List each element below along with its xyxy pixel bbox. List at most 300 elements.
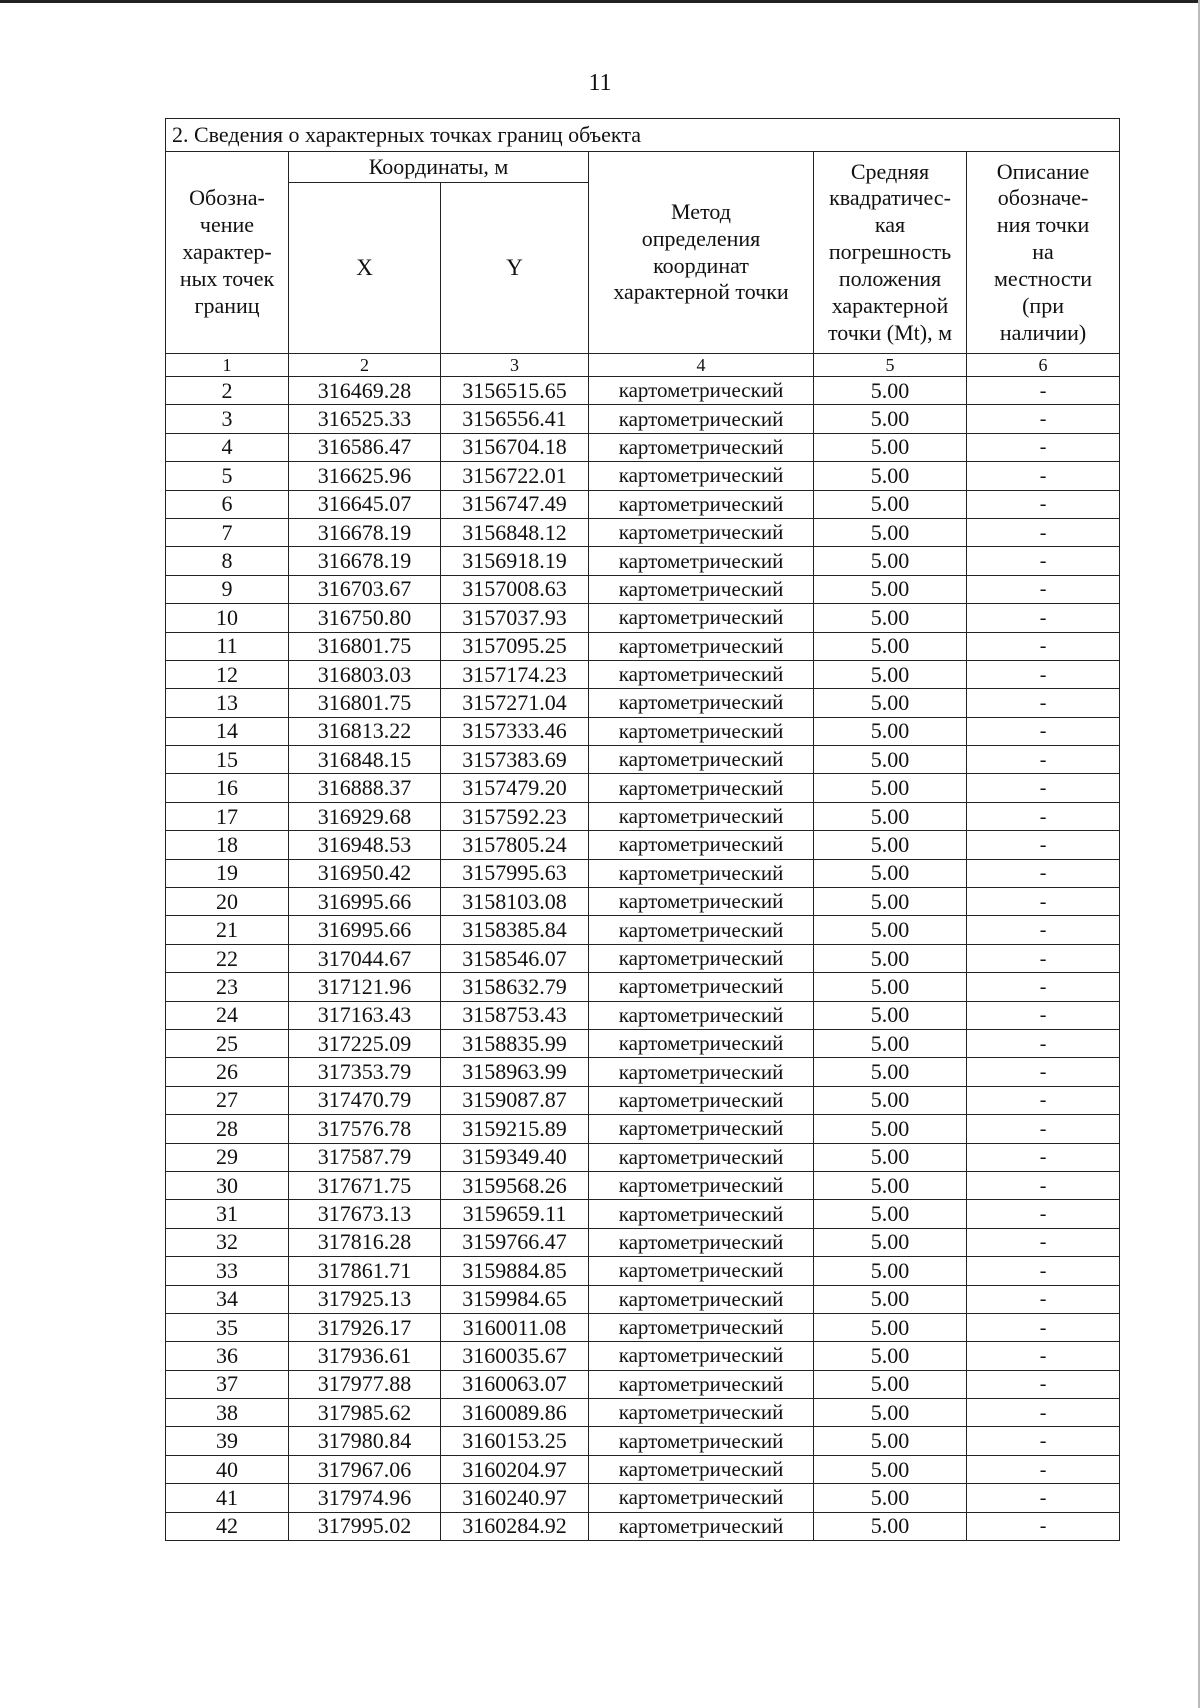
- accuracy-cell: 5.00: [814, 433, 967, 461]
- x-coordinate-cell: 316645.07: [289, 490, 441, 518]
- y-coordinate-cell: 3158103.08: [441, 888, 589, 916]
- column-number: 1: [166, 354, 289, 377]
- method-cell: картометрический: [589, 462, 814, 490]
- x-coordinate-cell: 317861.71: [289, 1257, 441, 1285]
- x-coordinate-cell: 317985.62: [289, 1399, 441, 1427]
- accuracy-cell: 5.00: [814, 575, 967, 603]
- description-cell: -: [967, 518, 1120, 546]
- accuracy-cell: 5.00: [814, 1143, 967, 1171]
- method-cell: картометрический: [589, 973, 814, 1001]
- method-cell: картометрический: [589, 774, 814, 802]
- x-coordinate-cell: 316678.19: [289, 547, 441, 575]
- method-cell: картометрический: [589, 1115, 814, 1143]
- description-cell: -: [967, 1484, 1120, 1512]
- method-cell: картометрический: [589, 660, 814, 688]
- y-coordinate-cell: 3160011.08: [441, 1313, 589, 1341]
- description-cell: -: [967, 1313, 1120, 1341]
- table-row: [166, 831, 1120, 859]
- description-cell: -: [967, 660, 1120, 688]
- point-cell: 35: [166, 1313, 289, 1341]
- table-row: [166, 802, 1120, 830]
- x-coordinate-cell: 316586.47: [289, 433, 441, 461]
- table-row: [166, 1257, 1120, 1285]
- accuracy-cell: 5.00: [814, 604, 967, 632]
- accuracy-cell: 5.00: [814, 1484, 967, 1512]
- y-coordinate-cell: 3160204.97: [441, 1455, 589, 1483]
- section-title: 2. Сведения о характерных точках границ объекта: [166, 119, 1120, 152]
- table-row: [166, 1029, 1120, 1057]
- description-cell: -: [967, 1399, 1120, 1427]
- table-row: [166, 604, 1120, 632]
- x-coordinate-cell: 317925.13: [289, 1285, 441, 1313]
- description-cell: -: [967, 831, 1120, 859]
- table-row: [166, 1342, 1120, 1370]
- table-row: [166, 1200, 1120, 1228]
- point-cell: 22: [166, 944, 289, 972]
- accuracy-cell: 5.00: [814, 490, 967, 518]
- description-cell: -: [967, 689, 1120, 717]
- x-coordinate-cell: 317671.75: [289, 1171, 441, 1199]
- column-number: 3: [441, 354, 589, 377]
- accuracy-cell: 5.00: [814, 1342, 967, 1370]
- x-coordinate-cell: 316995.66: [289, 888, 441, 916]
- description-cell: -: [967, 1171, 1120, 1199]
- accuracy-cell: 5.00: [814, 1001, 967, 1029]
- x-coordinate-cell: 316848.15: [289, 746, 441, 774]
- accuracy-cell: 5.00: [814, 831, 967, 859]
- table-row: [166, 575, 1120, 603]
- table-row: [166, 660, 1120, 688]
- point-cell: 41: [166, 1484, 289, 1512]
- method-cell: картометрический: [589, 859, 814, 887]
- accuracy-cell: 5.00: [814, 859, 967, 887]
- description-cell: -: [967, 1115, 1120, 1143]
- method-cell: картометрический: [589, 575, 814, 603]
- point-cell: 21: [166, 916, 289, 944]
- x-coordinate-cell: 316888.37: [289, 774, 441, 802]
- header-designation: Обозна- чение характер- ных точек границ: [166, 152, 289, 354]
- x-coordinate-cell: 317980.84: [289, 1427, 441, 1455]
- point-cell: 36: [166, 1342, 289, 1370]
- point-cell: 5: [166, 462, 289, 490]
- x-coordinate-cell: 317936.61: [289, 1342, 441, 1370]
- y-coordinate-cell: 3160089.86: [441, 1399, 589, 1427]
- x-coordinate-cell: 316801.75: [289, 632, 441, 660]
- description-cell: -: [967, 1512, 1120, 1540]
- accuracy-cell: 5.00: [814, 1313, 967, 1341]
- point-cell: 34: [166, 1285, 289, 1313]
- table-row: [166, 377, 1120, 405]
- method-cell: картометрический: [589, 916, 814, 944]
- column-number: 4: [589, 354, 814, 377]
- point-cell: 28: [166, 1115, 289, 1143]
- y-coordinate-cell: 3157037.93: [441, 604, 589, 632]
- x-coordinate-cell: 317587.79: [289, 1143, 441, 1171]
- y-coordinate-cell: 3157805.24: [441, 831, 589, 859]
- y-coordinate-cell: 3158835.99: [441, 1029, 589, 1057]
- method-cell: картометрический: [589, 490, 814, 518]
- y-coordinate-cell: 3159349.40: [441, 1143, 589, 1171]
- table-row: [166, 1228, 1120, 1256]
- accuracy-cell: 5.00: [814, 717, 967, 745]
- method-cell: картометрический: [589, 746, 814, 774]
- method-cell: картометрический: [589, 632, 814, 660]
- description-cell: -: [967, 973, 1120, 1001]
- point-cell: 7: [166, 518, 289, 546]
- method-cell: картометрический: [589, 888, 814, 916]
- accuracy-cell: 5.00: [814, 774, 967, 802]
- x-coordinate-cell: 316995.66: [289, 916, 441, 944]
- method-cell: картометрический: [589, 1399, 814, 1427]
- table-row: [166, 1455, 1120, 1483]
- column-number-row: [166, 354, 1120, 377]
- method-cell: картометрический: [589, 1512, 814, 1540]
- point-cell: 9: [166, 575, 289, 603]
- method-cell: картометрический: [589, 717, 814, 745]
- accuracy-cell: 5.00: [814, 1115, 967, 1143]
- accuracy-cell: 5.00: [814, 689, 967, 717]
- x-coordinate-cell: 316678.19: [289, 518, 441, 546]
- table-row: [166, 1143, 1120, 1171]
- boundary-points-table: [165, 118, 1120, 1541]
- method-cell: картометрический: [589, 1200, 814, 1228]
- y-coordinate-cell: 3157095.25: [441, 632, 589, 660]
- table-row: [166, 1285, 1120, 1313]
- description-cell: -: [967, 632, 1120, 660]
- method-cell: картометрический: [589, 1484, 814, 1512]
- accuracy-cell: 5.00: [814, 1427, 967, 1455]
- description-cell: -: [967, 746, 1120, 774]
- point-cell: 25: [166, 1029, 289, 1057]
- description-cell: -: [967, 1228, 1120, 1256]
- x-coordinate-cell: 317576.78: [289, 1115, 441, 1143]
- y-coordinate-cell: 3156918.19: [441, 547, 589, 575]
- y-coordinate-cell: 3158753.43: [441, 1001, 589, 1029]
- accuracy-cell: 5.00: [814, 1257, 967, 1285]
- y-coordinate-cell: 3158963.99: [441, 1058, 589, 1086]
- method-cell: картометрический: [589, 1228, 814, 1256]
- y-coordinate-cell: 3157008.63: [441, 575, 589, 603]
- method-cell: картометрический: [589, 1143, 814, 1171]
- y-coordinate-cell: 3157592.23: [441, 802, 589, 830]
- description-cell: -: [967, 604, 1120, 632]
- method-cell: картометрический: [589, 405, 814, 433]
- point-cell: 26: [166, 1058, 289, 1086]
- table-row: [166, 632, 1120, 660]
- description-cell: -: [967, 1058, 1120, 1086]
- point-cell: 6: [166, 490, 289, 518]
- table-row: [166, 1058, 1120, 1086]
- point-cell: 39: [166, 1427, 289, 1455]
- x-coordinate-cell: 316801.75: [289, 689, 441, 717]
- x-coordinate-cell: 316469.28: [289, 377, 441, 405]
- accuracy-cell: 5.00: [814, 916, 967, 944]
- table-row: [166, 1399, 1120, 1427]
- y-coordinate-cell: 3156747.49: [441, 490, 589, 518]
- y-coordinate-cell: 3160240.97: [441, 1484, 589, 1512]
- method-cell: картометрический: [589, 1455, 814, 1483]
- description-cell: -: [967, 802, 1120, 830]
- y-coordinate-cell: 3157383.69: [441, 746, 589, 774]
- header-row-top: [166, 152, 1120, 183]
- x-coordinate-cell: 316525.33: [289, 405, 441, 433]
- point-cell: 24: [166, 1001, 289, 1029]
- method-cell: картометрический: [589, 1313, 814, 1341]
- method-cell: картометрический: [589, 1171, 814, 1199]
- x-coordinate-cell: 316750.80: [289, 604, 441, 632]
- table-row: [166, 1370, 1120, 1398]
- description-cell: -: [967, 888, 1120, 916]
- point-cell: 17: [166, 802, 289, 830]
- description-cell: -: [967, 1342, 1120, 1370]
- description-cell: -: [967, 916, 1120, 944]
- x-coordinate-cell: 317816.28: [289, 1228, 441, 1256]
- point-cell: 27: [166, 1086, 289, 1114]
- point-cell: 40: [166, 1455, 289, 1483]
- x-coordinate-cell: 317353.79: [289, 1058, 441, 1086]
- description-cell: -: [967, 1200, 1120, 1228]
- point-cell: 11: [166, 632, 289, 660]
- point-cell: 32: [166, 1228, 289, 1256]
- accuracy-cell: 5.00: [814, 1512, 967, 1540]
- description-cell: -: [967, 774, 1120, 802]
- point-cell: 12: [166, 660, 289, 688]
- table-row: [166, 433, 1120, 461]
- x-coordinate-cell: 317163.43: [289, 1001, 441, 1029]
- point-cell: 19: [166, 859, 289, 887]
- description-cell: -: [967, 1455, 1120, 1483]
- header-method: Метод определения координат характерной точки: [589, 152, 814, 354]
- description-cell: -: [967, 1370, 1120, 1398]
- y-coordinate-cell: 3156556.41: [441, 405, 589, 433]
- method-cell: картометрический: [589, 1058, 814, 1086]
- accuracy-cell: 5.00: [814, 462, 967, 490]
- table-row: [166, 547, 1120, 575]
- x-coordinate-cell: 317995.02: [289, 1512, 441, 1540]
- point-cell: 38: [166, 1399, 289, 1427]
- y-coordinate-cell: 3158385.84: [441, 916, 589, 944]
- description-cell: -: [967, 433, 1120, 461]
- table-row: [166, 1086, 1120, 1114]
- x-coordinate-cell: 316625.96: [289, 462, 441, 490]
- x-coordinate-cell: 316950.42: [289, 859, 441, 887]
- table-body: [166, 377, 1120, 1541]
- point-cell: 8: [166, 547, 289, 575]
- y-coordinate-cell: 3159568.26: [441, 1171, 589, 1199]
- header-coordinates: Координаты, м: [289, 152, 589, 183]
- x-coordinate-cell: 316813.22: [289, 717, 441, 745]
- header-x: X: [289, 183, 441, 354]
- x-coordinate-cell: 317673.13: [289, 1200, 441, 1228]
- x-coordinate-cell: 317974.96: [289, 1484, 441, 1512]
- description-cell: -: [967, 490, 1120, 518]
- header-accuracy: [814, 152, 967, 354]
- table-row: [166, 859, 1120, 887]
- point-cell: 30: [166, 1171, 289, 1199]
- method-cell: картометрический: [589, 1342, 814, 1370]
- accuracy-cell: 5.00: [814, 746, 967, 774]
- table-row: [166, 888, 1120, 916]
- method-cell: картометрический: [589, 1370, 814, 1398]
- accuracy-cell: 5.00: [814, 973, 967, 1001]
- accuracy-cell: 5.00: [814, 802, 967, 830]
- y-coordinate-cell: 3159984.65: [441, 1285, 589, 1313]
- header-y: Y: [441, 183, 589, 354]
- y-coordinate-cell: 3158632.79: [441, 973, 589, 1001]
- table-row: [166, 973, 1120, 1001]
- point-cell: 14: [166, 717, 289, 745]
- scan-top-edge: [0, 0, 1200, 3]
- point-cell: 31: [166, 1200, 289, 1228]
- x-coordinate-cell: 317121.96: [289, 973, 441, 1001]
- method-cell: картометрический: [589, 518, 814, 546]
- accuracy-cell: 5.00: [814, 1285, 967, 1313]
- method-cell: картометрический: [589, 1086, 814, 1114]
- point-cell: 16: [166, 774, 289, 802]
- header-accuracy-text: Средняя квадратичес- кая погрешность положения характерной точки (Mt), м: [827, 158, 953, 345]
- accuracy-cell: 5.00: [814, 1086, 967, 1114]
- description-cell: -: [967, 1285, 1120, 1313]
- x-coordinate-cell: 316929.68: [289, 802, 441, 830]
- description-cell: -: [967, 717, 1120, 745]
- table-row: [166, 490, 1120, 518]
- x-coordinate-cell: 316948.53: [289, 831, 441, 859]
- description-cell: -: [967, 859, 1120, 887]
- table-row: [166, 746, 1120, 774]
- x-coordinate-cell: 317967.06: [289, 1455, 441, 1483]
- column-number: 2: [289, 354, 441, 377]
- method-cell: картометрический: [589, 547, 814, 575]
- method-cell: картометрический: [589, 1029, 814, 1057]
- x-coordinate-cell: 317470.79: [289, 1086, 441, 1114]
- y-coordinate-cell: 3157333.46: [441, 717, 589, 745]
- method-cell: картометрический: [589, 604, 814, 632]
- accuracy-cell: 5.00: [814, 1058, 967, 1086]
- accuracy-cell: 5.00: [814, 547, 967, 575]
- point-cell: 42: [166, 1512, 289, 1540]
- method-cell: картометрический: [589, 1285, 814, 1313]
- table-row: [166, 774, 1120, 802]
- section-title-row: [166, 119, 1120, 152]
- point-cell: 3: [166, 405, 289, 433]
- accuracy-cell: 5.00: [814, 660, 967, 688]
- y-coordinate-cell: 3159884.85: [441, 1257, 589, 1285]
- table-row: [166, 1313, 1120, 1341]
- y-coordinate-cell: 3158546.07: [441, 944, 589, 972]
- table-row: [166, 518, 1120, 546]
- y-coordinate-cell: 3160284.92: [441, 1512, 589, 1540]
- method-cell: картометрический: [589, 1001, 814, 1029]
- table-row: [166, 462, 1120, 490]
- x-coordinate-cell: 316803.03: [289, 660, 441, 688]
- point-cell: 20: [166, 888, 289, 916]
- table-row: [166, 1001, 1120, 1029]
- accuracy-cell: 5.00: [814, 888, 967, 916]
- y-coordinate-cell: 3157174.23: [441, 660, 589, 688]
- method-cell: картометрический: [589, 944, 814, 972]
- accuracy-cell: 5.00: [814, 1228, 967, 1256]
- method-cell: картометрический: [589, 802, 814, 830]
- accuracy-cell: 5.00: [814, 1171, 967, 1199]
- description-cell: -: [967, 1257, 1120, 1285]
- y-coordinate-cell: 3160063.07: [441, 1370, 589, 1398]
- x-coordinate-cell: 317044.67: [289, 944, 441, 972]
- table-row: [166, 1512, 1120, 1540]
- y-coordinate-cell: 3156848.12: [441, 518, 589, 546]
- accuracy-cell: 5.00: [814, 632, 967, 660]
- column-number: 5: [814, 354, 967, 377]
- method-cell: картометрический: [589, 689, 814, 717]
- description-cell: -: [967, 405, 1120, 433]
- table-row: [166, 1115, 1120, 1143]
- x-coordinate-cell: 317225.09: [289, 1029, 441, 1057]
- point-cell: 33: [166, 1257, 289, 1285]
- header-description: Описание обозначе- ния точки на местности (при наличии): [967, 152, 1120, 354]
- method-cell: картометрический: [589, 433, 814, 461]
- table-row: [166, 1171, 1120, 1199]
- accuracy-cell: 5.00: [814, 1399, 967, 1427]
- y-coordinate-cell: 3159215.89: [441, 1115, 589, 1143]
- y-coordinate-cell: 3156704.18: [441, 433, 589, 461]
- method-cell: картометрический: [589, 831, 814, 859]
- point-cell: 2: [166, 377, 289, 405]
- x-coordinate-cell: 317926.17: [289, 1313, 441, 1341]
- y-coordinate-cell: 3160035.67: [441, 1342, 589, 1370]
- description-cell: -: [967, 547, 1120, 575]
- table-row: [166, 944, 1120, 972]
- y-coordinate-cell: 3156515.65: [441, 377, 589, 405]
- point-cell: 10: [166, 604, 289, 632]
- table-row: [166, 689, 1120, 717]
- point-cell: 23: [166, 973, 289, 1001]
- y-coordinate-cell: 3159766.47: [441, 1228, 589, 1256]
- point-cell: 29: [166, 1143, 289, 1171]
- description-cell: -: [967, 377, 1120, 405]
- accuracy-cell: 5.00: [814, 1200, 967, 1228]
- point-cell: 37: [166, 1370, 289, 1398]
- point-cell: 13: [166, 689, 289, 717]
- method-cell: картометрический: [589, 1257, 814, 1285]
- table-row: [166, 1484, 1120, 1512]
- description-cell: -: [967, 575, 1120, 603]
- accuracy-cell: 5.00: [814, 1029, 967, 1057]
- y-coordinate-cell: 3160153.25: [441, 1427, 589, 1455]
- x-coordinate-cell: 316703.67: [289, 575, 441, 603]
- y-coordinate-cell: 3157995.63: [441, 859, 589, 887]
- y-coordinate-cell: 3159087.87: [441, 1086, 589, 1114]
- y-coordinate-cell: 3157271.04: [441, 689, 589, 717]
- column-number: 6: [967, 354, 1120, 377]
- point-cell: 4: [166, 433, 289, 461]
- description-cell: -: [967, 1086, 1120, 1114]
- table-row: [166, 1427, 1120, 1455]
- table-row: [166, 405, 1120, 433]
- table-row: [166, 717, 1120, 745]
- method-cell: картометрический: [589, 377, 814, 405]
- accuracy-cell: 5.00: [814, 1455, 967, 1483]
- point-cell: 18: [166, 831, 289, 859]
- accuracy-cell: 5.00: [814, 1370, 967, 1398]
- accuracy-cell: 5.00: [814, 518, 967, 546]
- description-cell: -: [967, 944, 1120, 972]
- point-cell: 15: [166, 746, 289, 774]
- y-coordinate-cell: 3156722.01: [441, 462, 589, 490]
- description-cell: -: [967, 1001, 1120, 1029]
- accuracy-cell: 5.00: [814, 405, 967, 433]
- y-coordinate-cell: 3157479.20: [441, 774, 589, 802]
- accuracy-cell: 5.00: [814, 377, 967, 405]
- method-cell: картометрический: [589, 1427, 814, 1455]
